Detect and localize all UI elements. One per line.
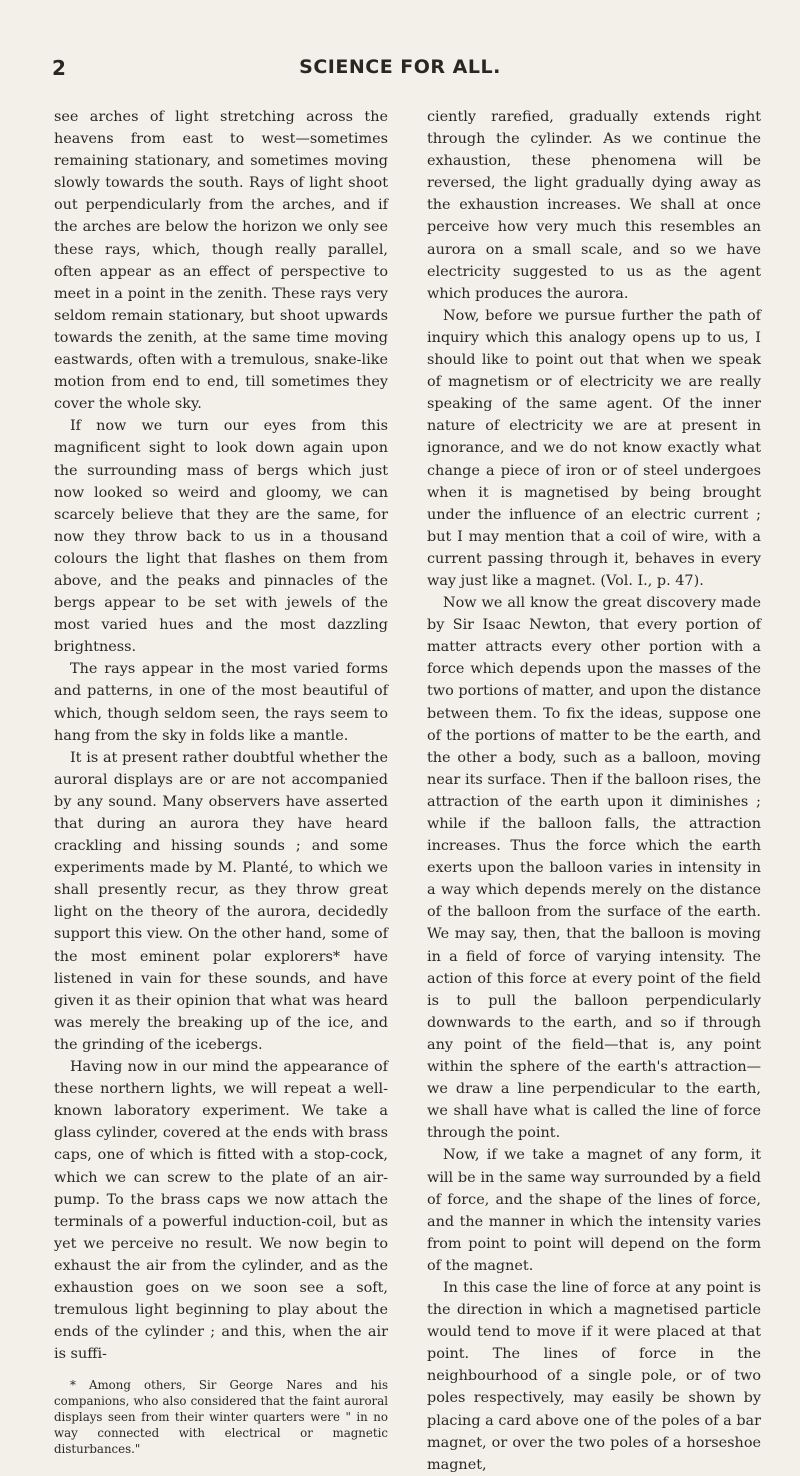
paragraph: ciently rarefied, gradually extends right through the cylinder. As we continue the exhaustion, these phenomena will be reversed, the light gradually dying away as the exhaustion increases. We shall at once perceive how very much this resembles an aurora on a small scale, and so we have electricity suggested to us as the agent which produces the aurora. bbox=[427, 109, 761, 302]
right-column bbox=[427, 106, 761, 1476]
footnote bbox=[54, 1377, 388, 1457]
paragraph: Now we all know the great discovery made by Sir Isaac Newton, that every portion of matter attracts every other portion with a force which depends upon the masses of the two portions of matter, and upon the distance between them. To fix the ideas, suppose one of the portions of matter to be the earth, and the other a body, such as a balloon, moving near its surface. Then if the balloon rises, the attraction of the earth upon it diminishes ; while if the balloon falls, the attraction increases. Thus the force which the earth exerts upon the balloon varies in intensity in a way which depends merely on the distance of the balloon from the surface of the earth. We may say, then, that the balloon is moving in a field of force of varying intensity. The action of this force at every point of the field is to pull the balloon perpendicularly downwards to the earth, and so if through any point of the field—that is, any point within the sphere of the earth's attraction—we draw a line perpendicular to the earth, we shall have what is called the line of force through the point. bbox=[427, 595, 761, 1142]
page-header bbox=[52, 56, 748, 86]
paragraph: see arches of light stretching across the heavens from east to west—sometimes remaining stationary, and sometimes moving slowly towards the south. Rays of light shoot out perpendicularly from the arches, and if the arches are below the horizon we only see these rays, which, though really parallel, often appear as an effect of perspective to meet in a point in the zenith. These rays very seldom remain stationary, but shoot upwards towards the zenith, at the same time moving eastwards, often with a tremulous, snake-like motion from end to end, till sometimes they cover the whole sky. bbox=[54, 109, 388, 413]
paragraph: Now, if we take a magnet of any form, it will be in the same way surrounded by a field of force, and the shape of the lines of force, and the manner in which the intensity varies from point to point will depend on the form of the magnet. bbox=[427, 1147, 761, 1274]
paragraph: Now, before we pursue further the path of inquiry which this analogy opens up to us, I should like to point out that when we speak of magnetism or of electricity we are really speaking of the same agent. Of the inner nature of electricity we are at present in ignorance, and we do not know exactly what change a piece of iron or of steel undergoes when it is magnetised by being brought under the influence of an electric current ; but I may mention that a coil of wire, with a current passing through it, behaves in every way just like a magnet. (Vol. I., p. 47). bbox=[427, 307, 761, 589]
footnote-text: * Among others, Sir George Nares and his companions, who also considered that the faint auroral displays seen from their winter quarters were " in no way connected with electrical or magnetic disturbances." bbox=[54, 1378, 388, 1457]
paragraph: Having now in our mind the appearance of these northern lights, we will repeat a well-known laboratory experiment. We take a glass cylinder, covered at the ends with brass caps, one of which is fitted with a stop-cock, which we can screw to the plate of an air-pump. To the brass caps we now attach the terminals of a powerful induction-coil, but as yet we perceive no result. We now begin to exhaust the air from the cylinder, and as the exhaustion goes on we soon see a soft, tremulous light beginning to play about the ends of the cylinder ; and this, when the air is suffi- bbox=[54, 1059, 388, 1363]
paragraph: The rays appear in the most varied forms and patterns, in one of the most beautiful of which, though seldom seen, the rays seem to hang from the sky in folds like a mantle. bbox=[54, 661, 388, 744]
running-title: SCIENCE FOR ALL. bbox=[299, 56, 501, 78]
left-column bbox=[54, 106, 388, 1457]
page-number: 2 bbox=[52, 56, 66, 80]
paragraph: If now we turn our eyes from this magnificent sight to look down again upon the surrounding mass of bergs which just now looked so weird and gloomy, we can scarcely believe that they are the same, for now they throw back to us in a thousand colours the light that flashes on them from above, and the peaks and pinnacles of the bergs appear to be set with jewels of the most varied hues and the most dazzling brightness. bbox=[54, 418, 388, 656]
paragraph: It is at present rather doubtful whether the auroral displays are or are not accompanied by any sound. Many observers have asserted that during an aurora they have heard crackling and hissing sounds ; and some experiments made by M. Planté, to which we shall presently recur, as they throw great light on the theory of the aurora, decidedly support this view. On the other hand, some of the most eminent polar explorers* have listened in vain for these sounds, and have given it as their opinion that what was heard was merely the breaking up of the ice, and the grinding of the icebergs. bbox=[54, 749, 388, 1053]
paragraph: In this case the line of force at any point is the direction in which a magnetised particle would tend to move if it were placed at that point. The lines of force in the neighbourhood of a single pole, or of two poles respectively, may easily be shown by placing a card above one of the poles of a bar magnet, or over the two poles of a horseshoe magnet, bbox=[427, 1279, 761, 1473]
